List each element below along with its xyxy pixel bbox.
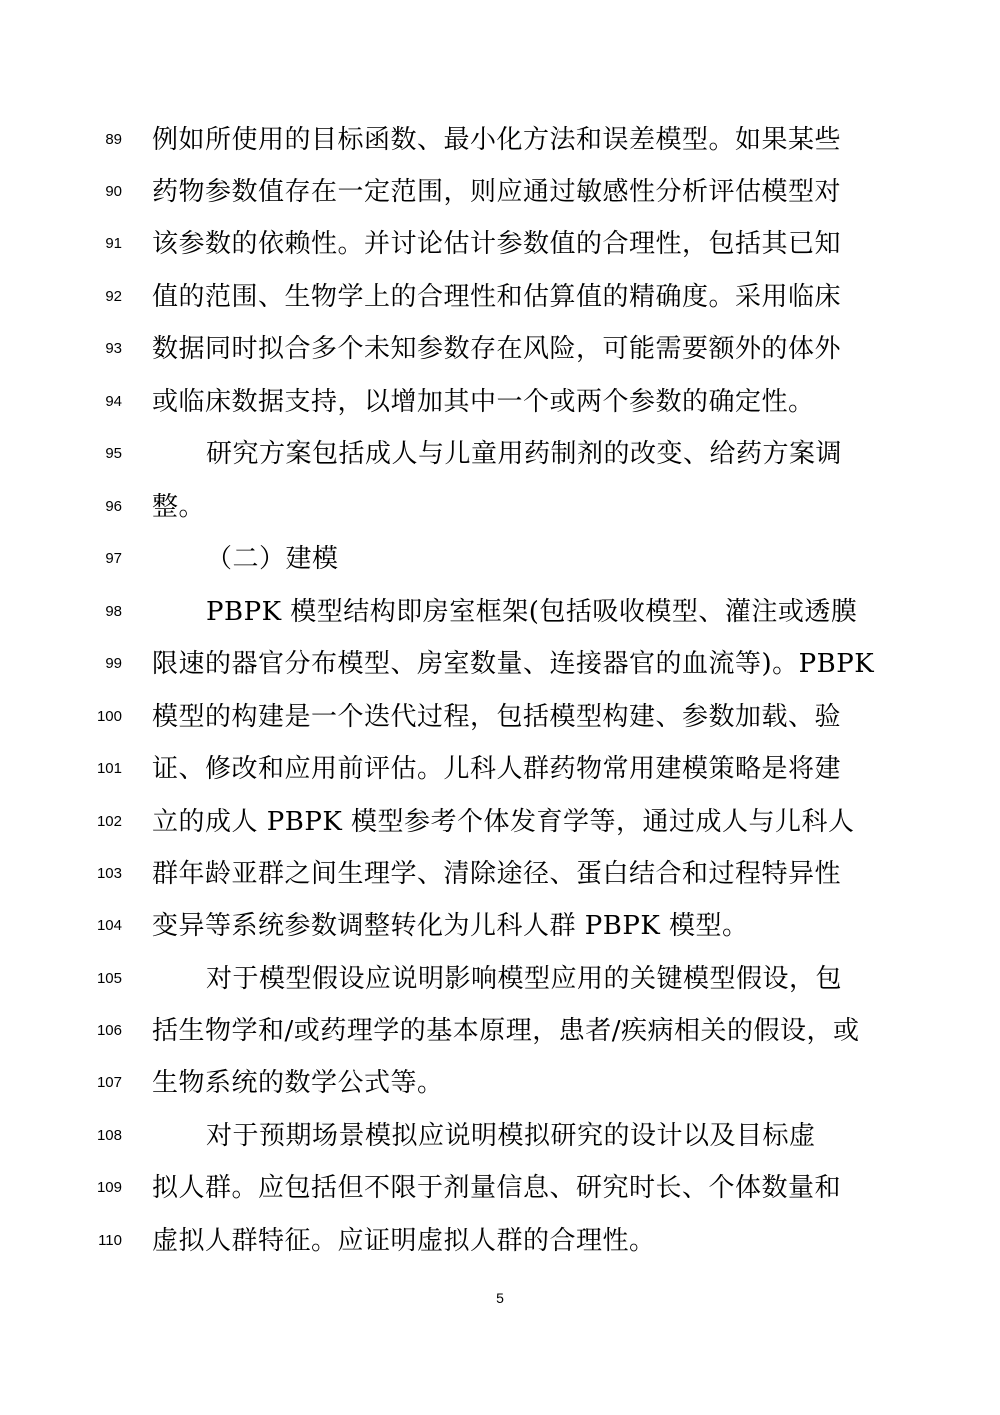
line-number: 89 (105, 131, 122, 148)
text-line (0, 586, 1000, 638)
line-text: PBPK 模型结构即房室框架(包括吸收模型、灌注或透膜 (206, 597, 858, 627)
line-text: 模型的构建是一个迭代过程，包括模型构建、参数加载、验 (152, 702, 842, 732)
line-number: 107 (96, 1074, 122, 1091)
text-line (0, 743, 1000, 795)
text-line (0, 1215, 1000, 1267)
line-number: 100 (96, 708, 122, 725)
text-line (0, 481, 1000, 533)
text-line (0, 1057, 1000, 1109)
line-text: 对于模型假设应说明影响模型应用的关键模型假设，包 (206, 964, 843, 994)
line-text: 例如所使用的目标函数、最小化方法和误差模型。如果某些 (152, 125, 842, 155)
text-line (0, 271, 1000, 323)
line-number: 103 (96, 865, 122, 882)
text-line (0, 796, 1000, 848)
line-text: 限速的器官分布模型、房室数量、连接器官的血流等)。PBPK (152, 649, 875, 679)
line-number: 94 (105, 393, 122, 410)
section-heading: （二）建模 (206, 544, 339, 574)
text-line (0, 114, 1000, 166)
line-number: 95 (105, 445, 122, 462)
text-line (0, 376, 1000, 428)
line-text: 研究方案包括成人与儿童用药制剂的改变、给药方案调 (206, 439, 843, 469)
line-number: 96 (105, 498, 122, 515)
text-line (0, 1005, 1000, 1057)
line-number: 98 (105, 603, 122, 620)
text-line (0, 691, 1000, 743)
line-text: 或临床数据支持，以增加其中一个或两个参数的确定性。 (152, 387, 815, 417)
line-number: 93 (105, 340, 122, 357)
line-text: 拟人群。应包括但不限于剂量信息、研究时长、个体数量和 (152, 1173, 842, 1203)
line-number: 105 (96, 970, 122, 987)
line-text: 数据同时拟合多个未知参数存在风险，可能需要额外的体外 (152, 334, 842, 364)
line-text: 生物系统的数学公式等。 (152, 1068, 444, 1098)
text-line (0, 166, 1000, 218)
line-number: 110 (98, 1232, 122, 1249)
line-number: 106 (96, 1022, 122, 1039)
line-text: 立的成人 PBPK 模型参考个体发育学等，通过成人与儿科人 (152, 807, 855, 837)
text-line (0, 1162, 1000, 1214)
line-text: 变异等系统参数调整转化为儿科人群 PBPK 模型。 (152, 911, 749, 941)
line-number: 109 (96, 1179, 122, 1196)
text-line (0, 533, 1000, 585)
text-line (0, 323, 1000, 375)
line-text: 括生物学和/或药理学的基本原理，患者/疾病相关的假设，或 (152, 1016, 860, 1046)
line-text: 整。 (152, 492, 206, 522)
text-line (0, 900, 1000, 952)
line-number: 90 (105, 183, 122, 200)
line-number: 91 (105, 235, 122, 252)
line-text: 证、修改和应用前评估。儿科人群药物常用建模策略是将建 (152, 754, 842, 784)
text-line (0, 638, 1000, 690)
line-text: 值的范围、生物学上的合理性和估算值的精确度。采用临床 (152, 282, 842, 312)
text-line (0, 953, 1000, 1005)
line-number: 104 (96, 917, 122, 934)
line-text: 虚拟人群特征。应证明虚拟人群的合理性。 (152, 1226, 656, 1256)
page-number: 5 (496, 1290, 504, 1306)
line-text: 药物参数值存在一定范围，则应通过敏感性分析评估模型对 (152, 177, 842, 207)
text-line (0, 428, 1000, 480)
text-line (0, 848, 1000, 900)
line-text: 对于预期场景模拟应说明模拟研究的设计以及目标虚 (206, 1121, 816, 1151)
line-number: 97 (105, 550, 122, 567)
line-number: 99 (105, 655, 122, 672)
text-line (0, 1110, 1000, 1162)
line-number: 108 (96, 1127, 122, 1144)
line-text: 该参数的依赖性。并讨论估计参数值的合理性，包括其已知 (152, 229, 842, 259)
text-line (0, 218, 1000, 270)
line-number: 102 (96, 813, 122, 830)
line-number: 101 (96, 760, 122, 777)
line-number: 92 (105, 288, 122, 305)
line-text: 群年龄亚群之间生理学、清除途径、蛋白结合和过程特异性 (152, 859, 842, 889)
